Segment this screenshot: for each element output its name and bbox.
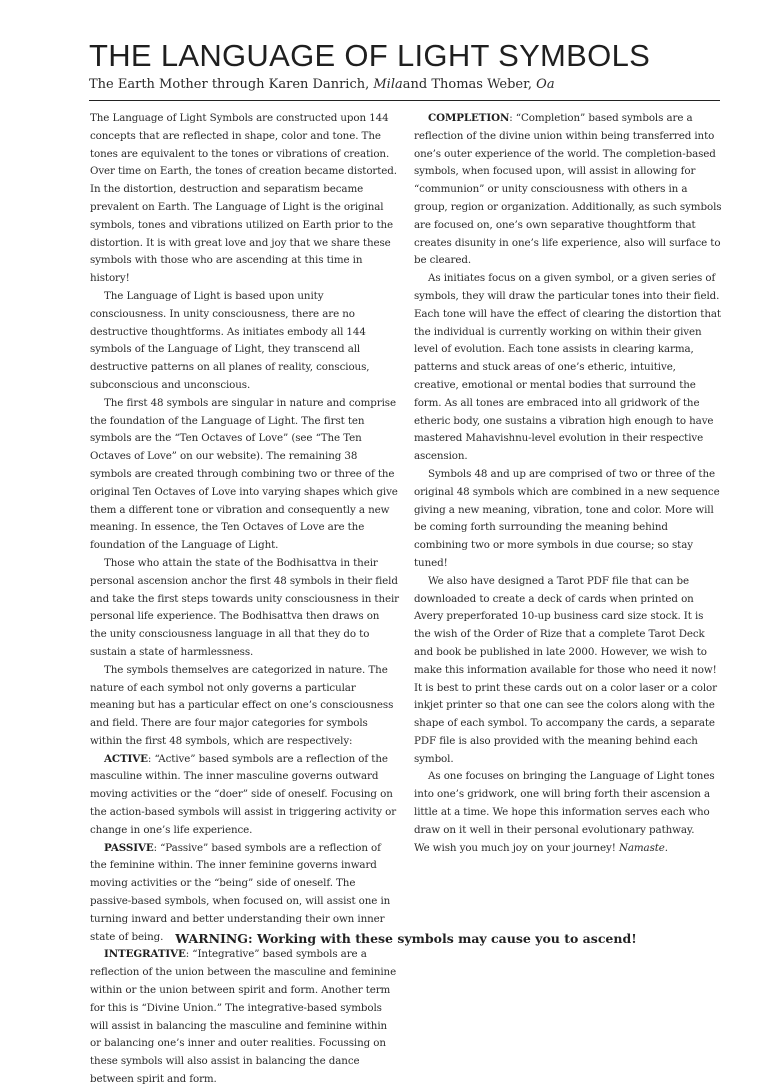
categories-paragraph: The symbols themselves are categorized in nature. The nature of each symbol not only governs a particular meaning but has a particular effect on one’s consciousness and field. There are four major categories for symbols within the first 48 symbols, which are respectively: xyxy=(90,663,394,747)
first-48-paragraph: The first 48 symbols are singular in nature and comprise the foundation of the Language of Light. The first ten symbols are the “Ten Octaves of Love” (see “The Ten Octaves of Love” on our website). The remaining 38 symbols are created through combining two or three of the original Ten Octaves of Love into varying shapes which give them a different tone or vibration and consequently a new meaning. In essence, the Ten Octaves of Love are the foundation of the Language of Light. xyxy=(90,396,398,552)
right-column xyxy=(414,110,722,857)
passive-text: : “Passive” based symbols are a reflection of the feminine within. The inner feminine governs inward moving activities or the “being” side of oneself. The passive-based symbols, when focused on, will assist one in turning inward and better understanding their own inner state of being. xyxy=(90,841,391,943)
byline-authors: The Earth Mother through Karen Danrich, xyxy=(89,77,374,92)
passive-label: PASSIVE xyxy=(104,841,154,854)
completion-label: COMPLETION xyxy=(428,112,510,124)
completion-paragraph xyxy=(414,110,722,270)
closing-text: We wish you much joy on your journey! xyxy=(414,841,619,854)
active-label: ACTIVE xyxy=(104,752,148,765)
integrative-label: INTEGRATIVE xyxy=(104,948,186,961)
warning-banner: WARNING: Working with these symbols may cause you to ascend! xyxy=(175,931,637,946)
byline-mila: Mila xyxy=(373,77,403,92)
active-text: : “Active” based symbols are a reflection of the masculine within. The inner masculine governs outward moving activities or the “doer” side of oneself. Focusing on the action-based symbols will assist in triggering activity or change in one’s life experience. xyxy=(90,752,397,836)
closing-paragraph xyxy=(414,840,722,858)
closing-namaste: Namaste. xyxy=(618,841,668,854)
symbols-48-paragraph: Symbols 48 and up are comprised of two or three of the original 48 symbols which are combined in a new sequence giving a new meaning, vibration, tone and color. More will be coming forth surrounding the meaning behind combining two or more symbols in due course; so stay tuned! xyxy=(414,467,720,569)
byline-oa: Oa xyxy=(536,77,555,92)
completion-text: : “Completion” based symbols are a reflection of the divine union within being transferred into one’s outer experience of the world. The completion-based symbols, when focused upon, will assist in allowing for “communion” or unity consciousness with others in a group, region or organization. Additionally, as such symbols are focused on, one’s own separative thoughtform that creates disunity in one’s life experience, also will surface to be cleared. xyxy=(414,112,722,267)
page-title: THE LANGUAGE OF LIGHT SYMBOLS xyxy=(89,38,651,73)
bodhisattva-paragraph: Those who attain the state of the Bodhisattva in their personal ascension anchor the first 48 symbols in their field and take the first steps towards unity consciousness in their personal life experience. The Bodhisattva then draws on the unity consciousness language in all that they do to sustain a state of harmlessness. xyxy=(90,556,399,658)
gridwork-paragraph: As one focuses on bringing the Language of Light tones into one’s gridwork, one will bring forth their ascension a little at a time. We hope this information serves each who draw on it well in their personal evolutionary pathway. xyxy=(414,770,715,836)
unity-paragraph: The Language of Light is based upon unity consciousness. In unity consciousness, there are no destructive thoughtforms. As initiates embody all 144 symbols of the Language of Light, they transcend all destructive patterns on all planes of reality, conscious, subconscious and unconscious. xyxy=(90,289,370,391)
active-paragraph xyxy=(90,751,399,840)
tarot-paragraph: We also have designed a Tarot PDF file that can be downloaded to create a deck of cards when printed on Avery preperforated 10-up business card size stock. It is the wish of the Order of Rize that a complete Tarot Deck and book be published in late 2000. However, we wish to make this information available for those who need it now! It is best to print these cards out on a color laser or a color inkjet printer so that one can see the colors along with the shape of each symbol. To accompany the cards, a separate PDF file is also provided with the meaning behind each symbol. xyxy=(414,574,717,765)
tones-paragraph: As initiates focus on a given symbol, or a given series of symbols, they will draw the particular tones into their field. Each tone will have the effect of clearing the distortion that the individual is currently working on within their given level of evolution. Each tone assists in clearing karma, patterns and stuck areas of one’s etheric, intuitive, creative, emotional or mental bodies that surround the form. As all tones are embraced into all gridwork of the etheric body, one sustains a vibration high enough to have mastered Mahavishnu-level evolution in their respective ascension. xyxy=(414,272,721,463)
integrative-paragraph xyxy=(90,946,399,1088)
integrative-text: : “Integrative” based symbols are a reflection of the union between the masculine and feminine within or the union between spirit and form. Another term for this is “Divine Union.” The integrative-based symbols will assist in balancing the masculine and feminine within or balancing one’s inner and outer realities. Focussing on these symbols will also assist in balancing the dance between spirit and form. xyxy=(90,948,397,1086)
byline xyxy=(89,77,749,92)
byline-and: and Thomas Weber, xyxy=(402,77,537,92)
intro-paragraph: The Language of Light Symbols are constructed upon 144 concepts that are reflected in shape, color and tone. The tones are equivalent to the tones or vibrations of creation. Over time on Earth, the tones of creation became distorted. In the distortion, destruction and separatism became prevalent on Earth. The Language of Light is the original symbols, tones and vibrations utilized on Earth prior to the distortion. It is with great love and joy that we share these symbols with those who are ascending at this time in history! xyxy=(90,112,397,285)
title-divider xyxy=(89,100,720,101)
